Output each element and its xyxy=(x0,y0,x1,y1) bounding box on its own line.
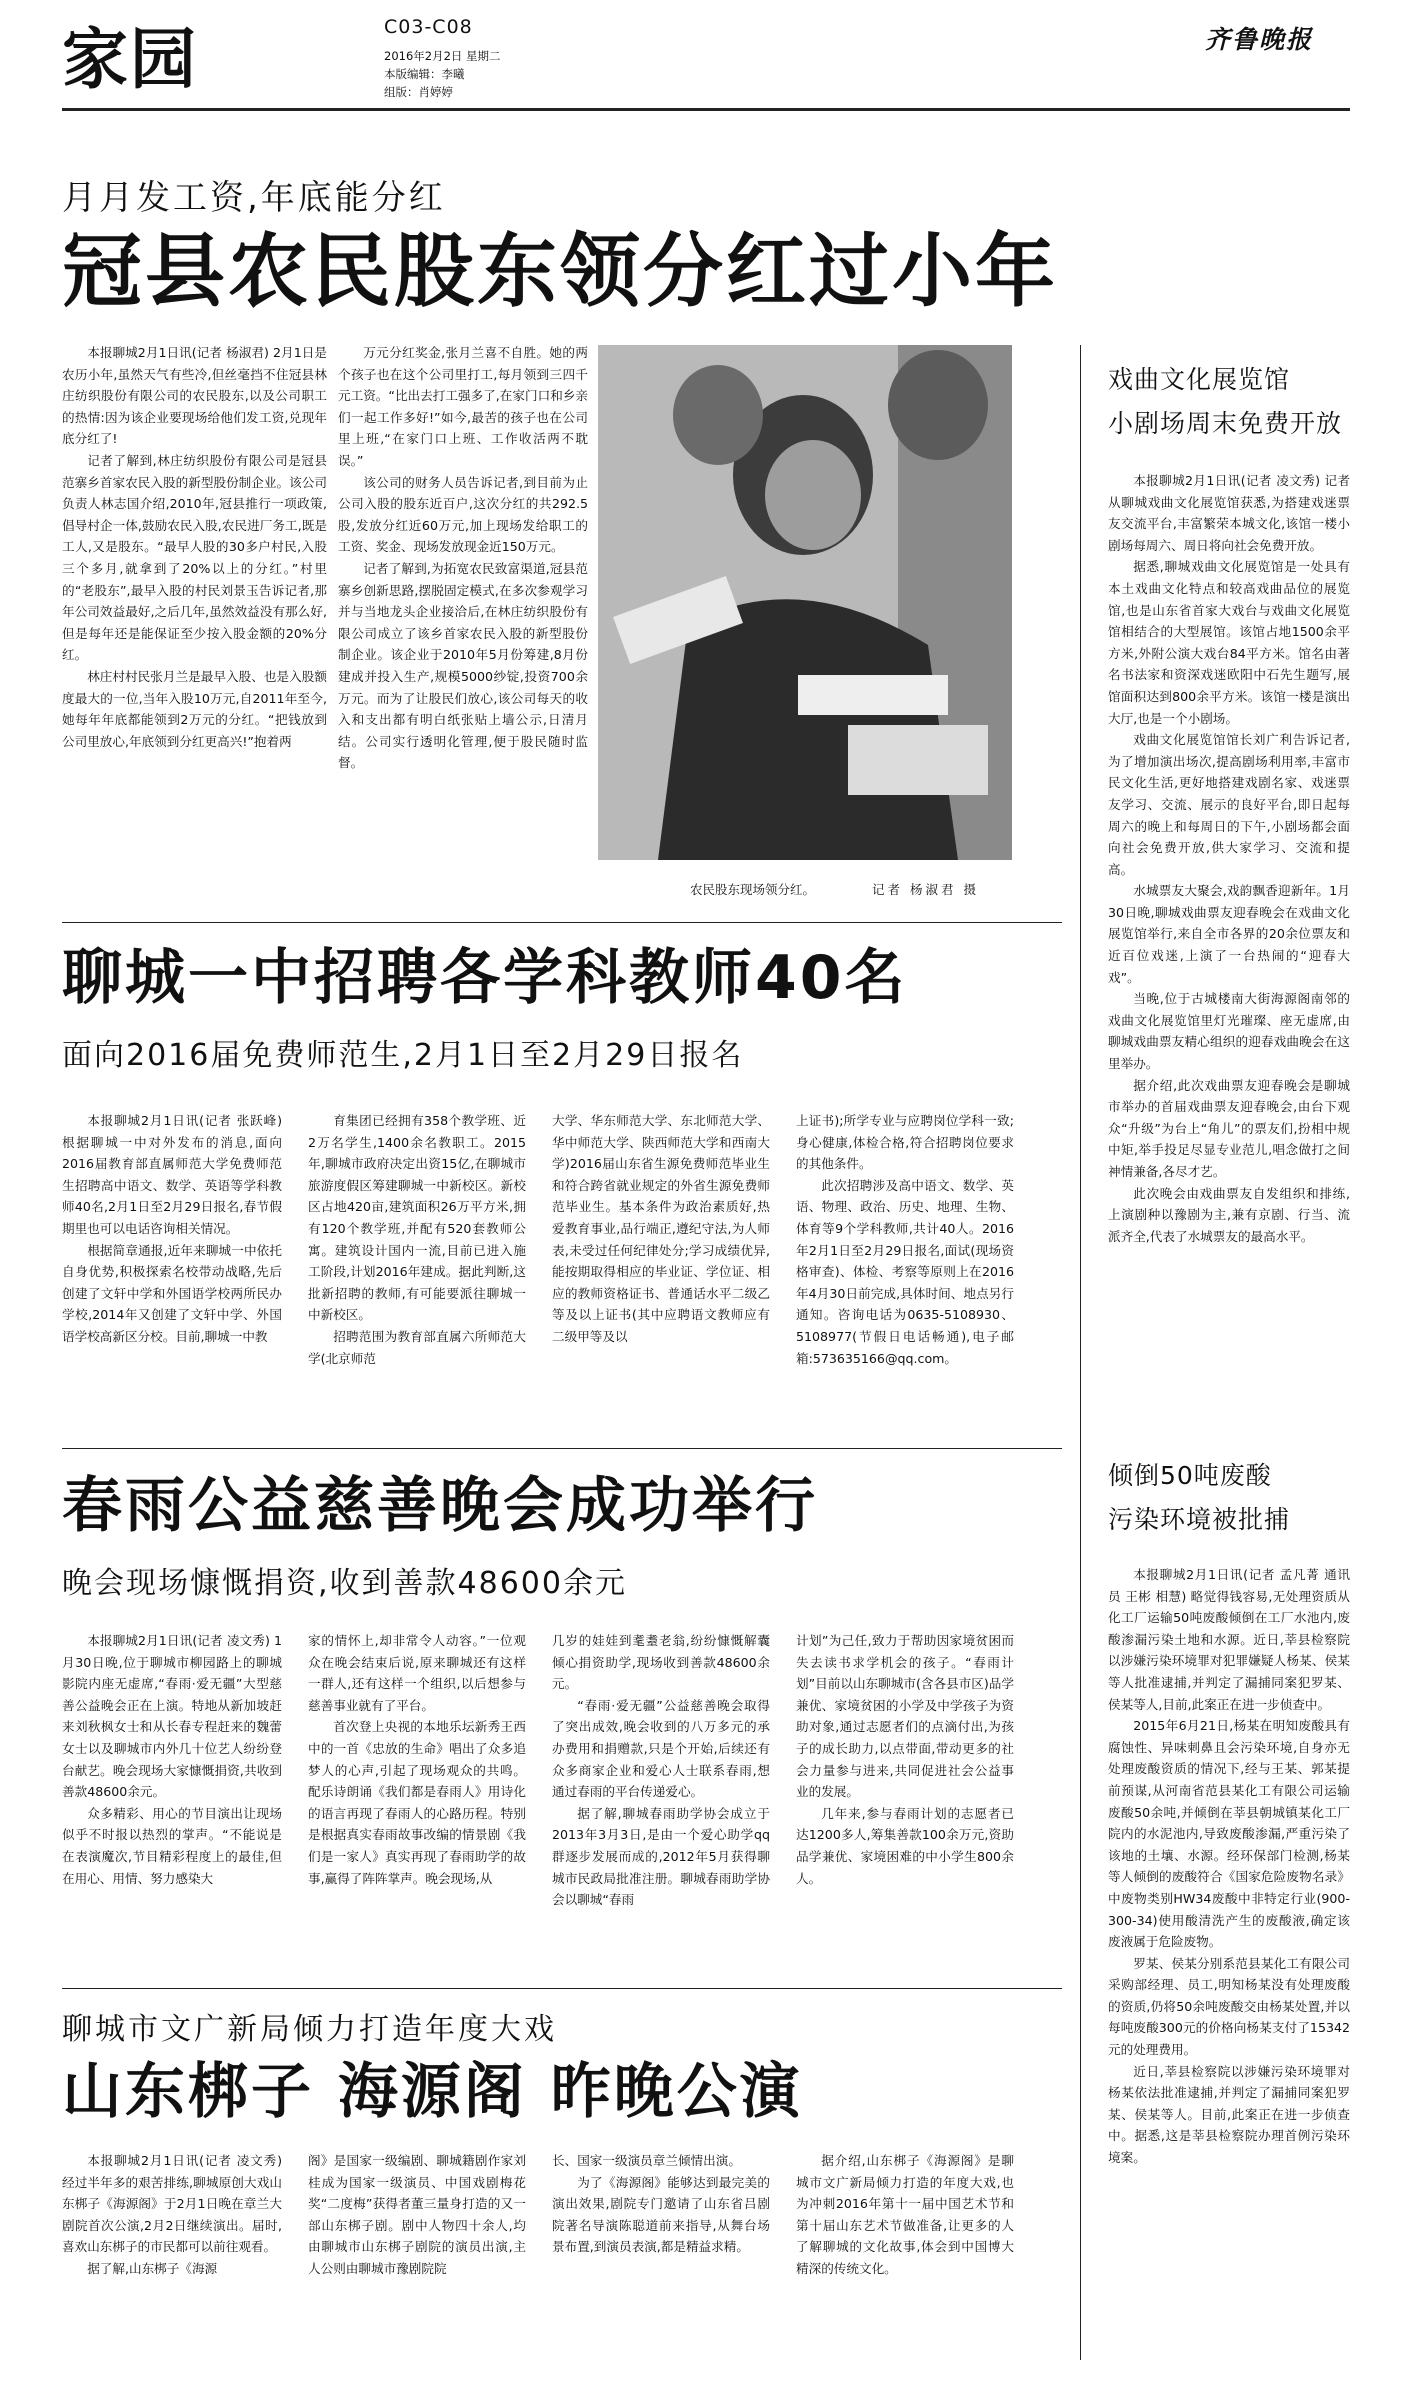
paragraph: 记者了解到,林庄纺织股份有限公司是冠县范寨乡首家农民入股的新型股份制企业。该公司负责人林志国介绍,2010年,冠县推行一项政策,倡导村企一体,鼓励农民入股,农民进厂务工,既是工人,又是股东。“最早人股的30多户村民,入股三个多月,就拿到了20%以上的分红。”村里的“老股东”,最早入股的村民刘景玉告诉记者,那年公司效益最好,之后几年,虽然效益没有那么好,但是每年还是能保证至少按入股金额的20%分红。 xyxy=(62,452,327,663)
paragraph: 家的情怀上,却非常令人动容。”一位观众在晚会结束后说,原来聊城还有这样一群人,还有这样一个组织,以后想参与慈善事业就有了平台。 xyxy=(308,1633,526,1713)
story3-bottom-rule xyxy=(62,1988,1062,1989)
story1-headline: 冠县农民股东领分红过小年 xyxy=(62,225,1058,318)
paragraph: 本报聊城2月1日讯(记者 凌文秀) 1月30日晚,位于聊城市柳园路上的聊城影院内座无虚席,“春雨·爱无疆”大型慈善公益晚会正在上演。特地从新加坡赶来刘秋枫女士和从长春专程赶来的魏蕾女士以及聊城市内外几十位艺人纷纷登台献艺。晚会现场大家慷慨捐资,共收到善款48600余元。 xyxy=(62,1633,282,1800)
paragraph: “春雨·爱无疆”公益慈善晚会取得了突出成效,晚会收到的八万多元的承办费用和捐赠款,只是个开始,后续还有众多商家企业和爱心人士联系春雨,想通过春雨的平台传递爱心。 xyxy=(552,1697,770,1800)
paragraph: 本报聊城2月1日讯(记者 张跃峰) 根据聊城一中对外发布的消息,面向2016届教育部直属师范大学免费师范生招聘高中语文、数学、英语等学科教师40名,2月1日至2月29日报名,春节假期里也可以电话咨询相关情况。 xyxy=(62,1113,282,1236)
story1-photo-credit: 记者 杨淑君 摄 xyxy=(872,882,979,897)
paragraph: 罗某、侯某分别系范县某化工有限公司采购部经理、员工,明知杨某没有处理废酸的资质,仍将50余吨废酸交由杨某处置,并以每吨废酸300元的价格向杨某支付了15342元的处理费用。 xyxy=(1108,1955,1350,2058)
paragraph: 本报聊城2月1日讯(记者 凌文秀) 经过半年多的艰苦排练,聊城原创大戏山东梆子《海源阁》于2月1日晚在章兰大剧院首次公演,2月2日继续演出。届时,喜欢山东梆子的市民都可以前往观看。 xyxy=(62,2153,282,2255)
paragraph: 上证书);所学专业与应聘岗位学科一致;身心健康,体检合格,符合招聘岗位要求的其他条件。 xyxy=(796,1113,1014,1172)
story4-column-2 xyxy=(308,2150,526,2360)
paragraph: 2015年6月21日,杨某在明知废酸具有腐蚀性、异味刺鼻且会污染环境,自身亦无处理废酸资质的情况下,经与王某、郭某提前预谋,从河南省范县某化工有限公司运输废酸50余吨,并倾倒在莘县朝城镇某化工厂院内的水泥池内,导致废酸渗漏,严重污染了该地的土壤、水源。经环保部门检测,杨某等人倾倒的废酸符合《国家危险废物名录》中废物类别HW34废酸中非特定行业(900-300-34)使用酸清洗产生的废酸液,确定该废液属于危险废物。 xyxy=(1108,1718,1350,1950)
paragraph: 为了《海源阁》能够达到最完美的演出效果,剧院专门邀请了山东省吕剧院著名导演陈聪道前来指导,从舞台场景布置,到演员表演,都是精益求精。 xyxy=(552,2174,770,2255)
paragraph: 该公司的财务人员告诉记者,到目前为止公司入股的股东近百户,这次分红的共292.5股,发放分红近60万元,加上现场发给职工的工资、奖金、现场发放现金近150万元。 xyxy=(338,474,588,555)
story3-subhead: 晚会现场慷慨捐资,收到善款48600余元 xyxy=(62,1566,627,1601)
side2-body xyxy=(1108,1564,1350,2359)
paragraph: 阁》是国家一级编剧、聊城籍剧作家刘桂成为国家一级演员、中国戏剧梅花奖“二度梅”获得者董三量身打造的又一部山东梆子剧。剧中人物四十余人,均由聊城市山东梆子剧院的演员出演,主人公则由聊城市豫剧院院 xyxy=(308,2153,526,2276)
paragraph: 此次晚会由戏曲票友自发组织和排练,上演剧种以豫剧为主,兼有京剧、行当、流派齐全,代表了水城票友的最高水平。 xyxy=(1108,1185,1350,1244)
paragraph: 水城票友大聚会,戏韵飘香迎新年。1月30日晚,聊城戏曲票友迎春晚会在戏曲文化展览馆举行,来自全市各界的20余位票友和近百位戏迷,上演了一台热闹的“迎春大戏”。 xyxy=(1108,883,1350,985)
story4-headline: 山东梆子 海源阁 昨晚公演 xyxy=(62,2057,803,2127)
paragraph: 根据简章通报,近年来聊城一中依托自身优势,积极探索名校带动战略,先后创建了文轩中学和外国语学校两所民办学校,2014年又创建了文轩中学、外国语学校高新区分校。目前,聊城一中教 xyxy=(62,1242,282,1344)
story2-column-1 xyxy=(62,1110,282,1440)
paragraph: 本报聊城2月1日讯(记者 凌文秀) 记者从聊城戏曲文化展览馆获悉,为搭建戏迷票友交流平台,丰富繁荣本城文化,该馆一楼小剧场每周六、周日将向社会免费开放。 xyxy=(1108,473,1350,553)
side2-title-line2: 污染环境被批捕 xyxy=(1108,1505,1291,1534)
page-layout-credit: 组版：肖婷婷 xyxy=(384,85,453,99)
paragraph: 万元分红奖金,张月兰喜不自胜。她的两个孩子也在这个公司里打工,每月领到三四千元工资。“比出去打工强多了,在家门口和乡亲们一起工作多好!”如今,最苦的孩子也在公司里上班,“在家门口上班、工作收活两不耽误。” xyxy=(338,345,588,468)
paragraph: 林庄村村民张月兰是最早入股、也是入股额度最大的一位,当年入股10万元,自2011年至今,她每年年底都能领到2万元的分红。“把钱放到公司里放心,年底领到分红更高兴!”抱着两 xyxy=(62,668,327,749)
story2-headline: 聊城一中招聘各学科教师40名 xyxy=(62,943,908,1013)
paragraph: 大学、华东师范大学、东北师范大学、华中师范大学、陕西师范大学和西南大学)2016届山东省生源免费师范毕业生和符合跨省就业规定的外省生源免费师范毕业生。基本条件为政治素质好,热爱教育事业,品行端正,遵纪守法,为人师表,未受过任何纪律处分;学习成绩优异,能按期取得相应的毕业证、学位证、相应的教师资格证书、普通话水平二级乙等及以上证书(其中应聘语文教师应有二级甲等及以 xyxy=(552,1113,770,1344)
section-title: 家园 xyxy=(62,20,198,98)
story3-column-1 xyxy=(62,1630,282,1980)
story4-column-3 xyxy=(552,2150,770,2360)
paragraph: 招聘范围为教育部直属六所师范大学(北京师范 xyxy=(308,1328,526,1366)
masthead-rule xyxy=(62,108,1350,111)
story2-subhead: 面向2016届免费师范生,2月1日至2月29日报名 xyxy=(62,1038,744,1073)
paragraph: 本报聊城2月1日讯(记者 孟凡菁 通讯员 王彬 相慧) 略觉得钱容易,无处理资质从化工厂运输50吨废酸倾倒在工厂水池内,废酸渗漏污染土地和水源。近日,莘县检察院以涉嫌污染环境罪对犯罪嫌疑人杨某、侯某等人批准逮捕,并判定了漏捕同案犯罗某、侯某等人,目前,此案正在进一步侦查中。 xyxy=(1108,1567,1350,1712)
paragraph: 此次招聘涉及高中语文、数学、英语、物理、政治、历史、地理、生物、体育等9个学科教师,共计40人。2016年2月1日至2月29日报名,面试(现场资格审查)、体检、考察等原则上在2016年4月30日前完成,具体时间、地点另行通知。咨询电话为0635-5108930、5108977(节假日电话畅通),电子邮箱:573635166@qq.com。 xyxy=(796,1177,1014,1366)
story2-column-4 xyxy=(796,1110,1014,1440)
story3-column-4 xyxy=(796,1630,1014,1980)
story4-column-4 xyxy=(796,2150,1014,2360)
paragraph: 长、国家一级演员章兰倾情出演。 xyxy=(552,2153,741,2168)
story2-bottom-rule xyxy=(62,1448,1062,1449)
story3-column-2 xyxy=(308,1630,526,1980)
paragraph: 本报聊城2月1日讯(记者 杨淑君) 2月1日是农历小年,虽然天气有些冷,但丝毫挡不住冠县林庄纺织股份有限公司的农民股东,以及公司职工的热情:因为该企业要现场给他们发工资,兑现年底分红了! xyxy=(62,345,327,447)
side2-title-line1: 倾倒50吨废酸 xyxy=(1108,1461,1272,1490)
paragraph: 据了解,聊城春雨助学协会成立于2013年3月3日,是由一个爱心助学qq群逐步发展而成的,2012年5月获得聊城市民政局批准注册。聊城春雨助学协会以聊城“春雨 xyxy=(552,1805,770,1908)
story1-bottom-rule xyxy=(62,922,1062,923)
paragraph: 据介绍,此次戏曲票友迎春晚会是聊城市举办的首届戏曲票友迎春晚会,由台下观众“升级”为台上“角儿”的票友们,扮相中规中矩,举手投足尽显专业范儿,唱念做打之间神情兼备,各尽才艺。 xyxy=(1108,1077,1350,1179)
story2-column-2 xyxy=(308,1110,526,1440)
paragraph: 几岁的娃娃到耄耋老翁,纷纷慷慨解囊倾心捐资助学,现场收到善款48600余元。 xyxy=(552,1633,770,1692)
issue-date: 2016年2月2日 星期二 xyxy=(384,49,501,63)
page-editor: 本版编辑：李曦 xyxy=(384,67,465,81)
paragraph: 众多精彩、用心的节目演出让现场似乎不时报以热烈的掌声。“不能说是在表演魔次,节目精彩程度上的最佳,但在用心、用情、努力感染大 xyxy=(62,1805,282,1886)
story1-photo xyxy=(598,345,1012,860)
paragraph: 据介绍,山东梆子《海源阁》是聊城市文广新局倾力打造的年度大戏,也为冲刺2016年第十一届中国艺术节和第十届山东艺术节做准备,让更多的人了解聊城的文化故事,体会到中国博大精深的传统文化。 xyxy=(796,2153,1014,2276)
paragraph: 据悉,聊城戏曲文化展览馆是一处具有本土戏曲文化特点和较高戏曲品位的展览馆,也是山东省首家大戏台与戏曲文化展览馆相结合的大型展馆。该馆占地1500余平方米,外附公演大戏台84平方米。馆名由著名书法家和资深戏迷欧阳中石先生题写,展馆面积达到800余平方米。该馆一楼是演出大厅,也是一个小剧场。 xyxy=(1108,559,1350,726)
story4-kicker: 聊城市文广新局倾力打造年度大戏 xyxy=(62,2012,557,2047)
side1-title-line1: 戏曲文化展览馆 xyxy=(1108,365,1291,394)
farmer-shareholders-photo-image xyxy=(598,345,1012,860)
paragraph: 几年来,参与春雨计划的志愿者已达1200多人,筹集善款100余万元,资助品学兼优、家境困难的中小学生800余人。 xyxy=(796,1805,1014,1886)
paragraph: 据了解,山东梆子《海源 xyxy=(87,2260,218,2276)
story4-column-1 xyxy=(62,2150,282,2360)
story1-column-1 xyxy=(62,342,327,902)
section-pages: C03-C08 xyxy=(384,16,473,38)
story1-kicker: 月月发工资,年底能分红 xyxy=(62,178,446,218)
paragraph: 戏曲文化展览馆馆长刘广利告诉记者,为了增加演出场次,提高剧场利用率,丰富市民文化生活,更好地搭建戏剧名家、戏迷票友学习、交流、展示的良好平台,即日起每周六的晚上和每周日的下午,小剧场都会面向社会免费开放,供大家学习、交流和提高。 xyxy=(1108,732,1350,877)
story3-column-3 xyxy=(552,1630,770,1980)
paragraph: 首次登上央视的本地乐坛新秀王西中的一首《忠放的生命》唱出了众多追梦人的心声,引起了现场观众的共鸣。配乐诗朗诵《我们都是春雨人》用诗化的语言再现了春雨人的心路历程。特别是根据真实春雨故事改编的情景剧《我们是一家人》真实再现了春雨助学的故事,赢得了阵阵掌声。晚会现场,从 xyxy=(308,1719,526,1886)
newspaper-logo: 齐鲁晚报 xyxy=(1205,25,1314,54)
side1-title-line2: 小剧场周末免费开放 xyxy=(1108,409,1343,438)
story3-headline: 春雨公益慈善晚会成功举行 xyxy=(62,1471,818,1541)
side1-body xyxy=(1108,470,1350,1340)
story1-photo-caption: 农民股东现场领分红。 xyxy=(690,882,816,897)
paragraph: 计划”为己任,致力于帮助因家境贫困而失去读书求学机会的孩子。“春雨计划”目前以山东聊城市(含各县市区)品学兼优、家境贫困的小学及中学孩子为资助对象,通过志愿者们的点滴付出,为孩子的成长助力,以点带面,带动更多的社会力量参与进来,共同促进社会公益事业的发展。 xyxy=(796,1633,1014,1800)
story1-column-2 xyxy=(338,342,588,902)
sidebar-divider xyxy=(1080,345,1081,2360)
paragraph: 记者了解到,为拓宽农民致富渠道,冠县范寨乡创新思路,摆脱固定模式,在多次参观学习并与当地龙头企业接洽后,在林庄纺织股份有限公司成立了该乡首家农民入股的新型股份制企业。该企业于2010年5月份筹建,8月份建成并投入生产,规模5000纱锭,投资700余万元。而为了让股民们放心,该公司每天的收入和支出都有明白纸张贴上墙公示,日清月结。公司实行透明化管理,便于股民随时监督。 xyxy=(338,560,588,771)
paragraph: 近日,莘县检察院以涉嫌污染环境罪对杨某依法批准逮捕,并判定了漏捕同案犯罗某、侯某等人。目前,此案正在进一步侦查中。据悉,这是莘县检察院办理首例污染环境案。 xyxy=(1108,2063,1350,2166)
paragraph: 育集团已经拥有358个教学班、近2万名学生,1400余名教职工。2015年,聊城市政府决定出资15亿,在聊城市旅游度假区筹建聊城一中新校区。新校区占地420亩,建筑面积26万平方米,拥有120个教学班,并配有520套教师公寓。建筑设计国内一流,目前已进入施工阶段,计划2016年建成。据此判断,这批新招聘的教师,有可能要派往聊城一中新校区。 xyxy=(308,1113,526,1323)
story2-column-3 xyxy=(552,1110,770,1440)
paragraph: 当晚,位于古城楼南大街海源阁南邻的戏曲文化展览馆里灯光璀璨、座无虚席,由聊城戏曲票友精心组织的迎春戏曲晚会在这里举办。 xyxy=(1108,991,1350,1072)
